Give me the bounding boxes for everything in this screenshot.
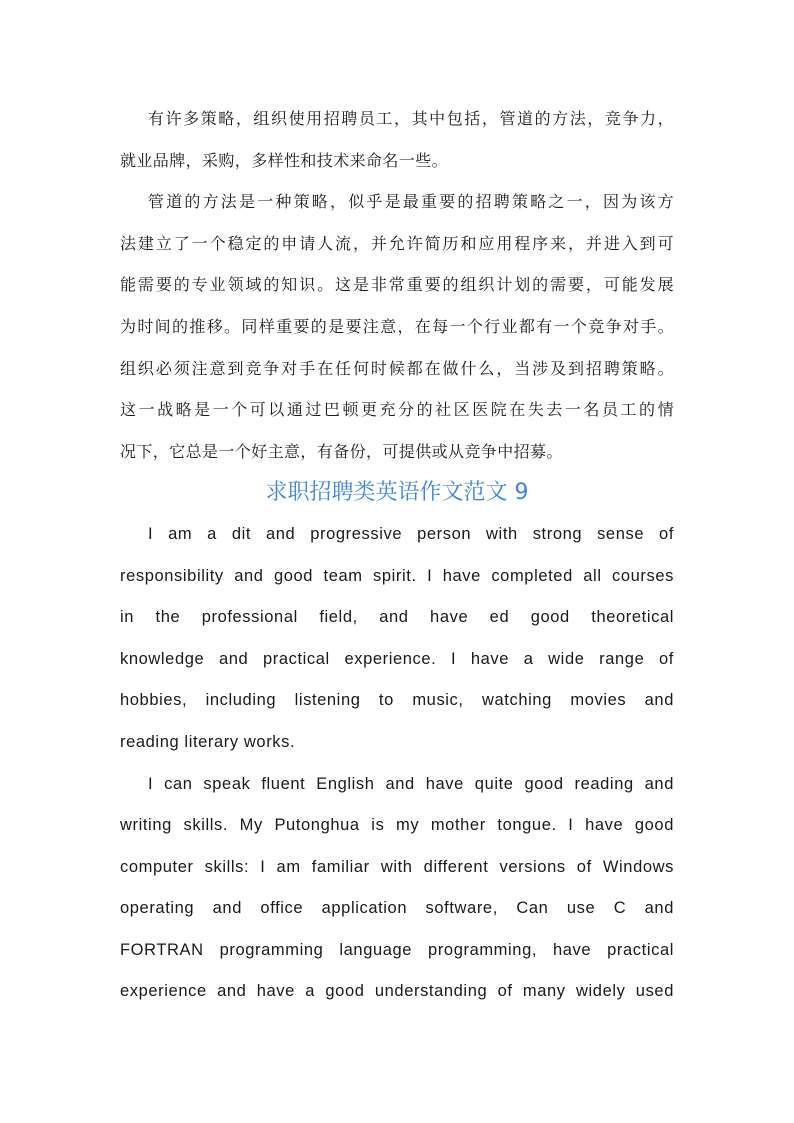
text-line: 法建立了一个稳定的申请人流，并允许简历和应用程序来，并进入到可 [120,233,674,253]
text-line: I can speak fluent English and have quite good reading and [148,774,674,793]
text-line: 况下，它总是一个好主意，有备份，可提供或从竞争中招募。 [120,441,563,461]
text-line: reading literary works. [120,732,296,751]
text-line: 管道的方法是一种策略，似乎是最重要的招聘策略之一，因为该方 [148,192,674,212]
text-line: I am a dit and progressive person with strong sense of [148,524,674,543]
text-line: 组织必须注意到竞争对手在任何时候都在做什么，当涉及到招聘策略。 [120,358,674,378]
text-line: knowledge and practical experience. I have a wide range of [120,649,674,668]
paragraph-2 [120,181,674,472]
paragraph-4 [120,764,674,1014]
document-page [120,98,674,1013]
text-line: responsibility and good team spirit. I have completed all courses [120,566,674,585]
text-line: 有许多策略，组织使用招聘员工，其中包括，管道的方法，竞争力， [148,109,674,128]
text-line: FORTRAN programming language programming, have practical [120,940,674,959]
text-line: experience and have a good understanding of many widely used [120,982,674,1001]
text-line: computer skills: I am familiar with different versions of Windows [120,857,674,876]
text-line: 能需要的专业领域的知识。这是非常重要的组织计划的需要，可能发展 [120,275,674,295]
paragraph-3 [120,514,674,764]
text-line: 这一战略是一个可以通过巴顿更充分的社区医院在失去一名员工的情 [120,400,674,420]
paragraph-1 [120,98,674,181]
section-heading: 求职招聘类英语作文范文 9 [265,480,529,506]
text-line: writing skills. My Putonghua is my mother tongue. I have good [120,816,674,835]
text-line: in the professional field, and have ed good theoretical [120,608,674,627]
text-line: 就业品牌，采购，多样性和技术来命名一些。 [120,150,449,170]
text-line: hobbies, including listening to music, watching movies and [120,691,674,710]
text-line: 为时间的推移。同样重要的是要注意，在每一个行业都有一个竞争对手。 [120,316,674,336]
text-line: operating and office application software, Can use C and [120,899,674,918]
